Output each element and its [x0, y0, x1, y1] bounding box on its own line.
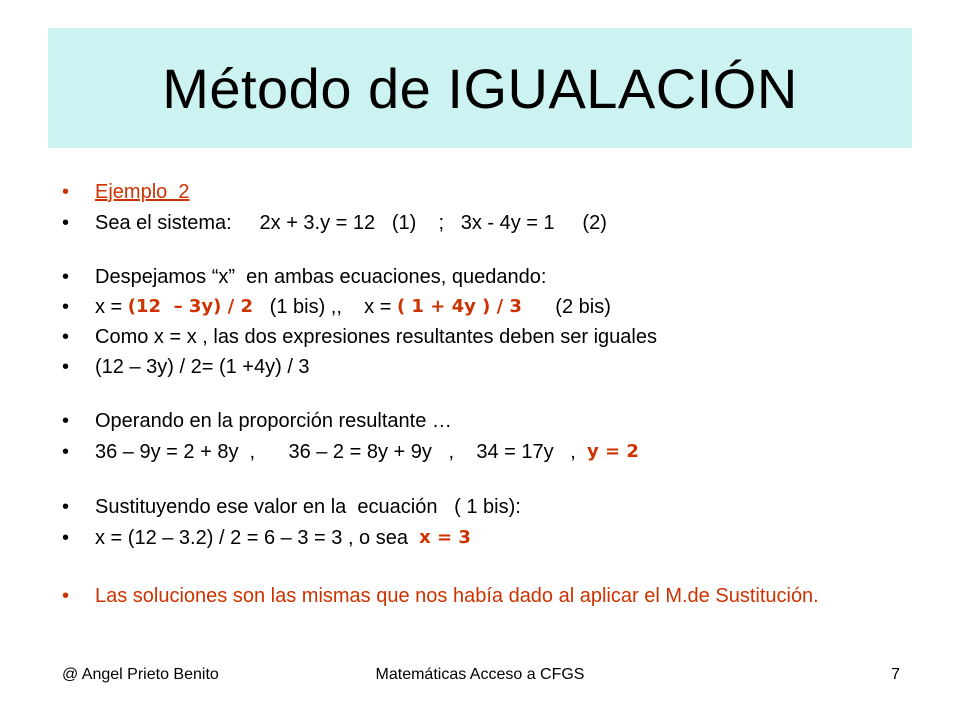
sustituyendo-text: Sustituyendo ese valor en la ecuación ( 1 bis): — [95, 496, 521, 518]
slide-title: Método de IGUALACIÓN — [162, 56, 798, 120]
bullet: • — [62, 585, 70, 607]
example-heading: Ejemplo 2 — [95, 181, 190, 203]
result-x: x = 3 — [419, 527, 471, 548]
bullet: • — [62, 527, 70, 549]
bullet: • — [62, 296, 70, 318]
line-steps — [62, 441, 639, 463]
footer-page-number: 7 — [891, 666, 900, 683]
line-conclusion — [62, 585, 855, 607]
solved-x-c: (1 bis) ,, x = — [253, 296, 397, 318]
line-sustituyendo — [62, 496, 521, 518]
bullet: • — [62, 181, 70, 203]
line-solved-x — [62, 296, 611, 318]
expr-1bis: (12 – 3y) / 2 — [127, 296, 253, 317]
footer-author: @ Angel Prieto Benito — [62, 666, 219, 683]
line-x-result — [62, 527, 471, 549]
result-y: y = 2 — [586, 441, 639, 462]
footer-course: Matemáticas Acceso a CFGS — [375, 666, 585, 683]
x-calc-text: x = (12 – 3.2) / 2 = 6 – 3 = 3 , o sea — [95, 527, 420, 549]
solved-x-e: (2 bis) — [521, 296, 611, 318]
bullet: • — [62, 326, 70, 348]
operando-text: Operando en la proporción resultante … — [95, 410, 452, 432]
bullet: • — [62, 266, 70, 288]
line-system — [62, 212, 607, 234]
steps-text: 36 – 9y = 2 + 8y , 36 – 2 = 8y + 9y , 34 = 17y , — [95, 441, 587, 463]
como-text: Como x = x , las dos expresiones resultantes deben ser iguales — [95, 326, 657, 348]
line-despejamos — [62, 266, 546, 288]
line-operando — [62, 410, 452, 432]
line-example — [62, 181, 190, 203]
solved-x-a: x = — [95, 296, 128, 318]
bullet: • — [62, 441, 70, 463]
system-text: Sea el sistema: 2x + 3.y = 12 (1) ; 3x - 4y = 1 (2) — [95, 212, 607, 234]
conclusion-text: Las soluciones son las mismas que nos había dado al aplicar el M.de Sustitución. — [95, 585, 819, 607]
line-equation — [62, 356, 310, 378]
title-banner — [48, 28, 912, 148]
bullet: • — [62, 496, 70, 518]
line-como — [62, 326, 657, 348]
bullet: • — [62, 356, 70, 378]
expr-2bis: ( 1 + 4y ) / 3 — [396, 296, 522, 317]
equation-text: (12 – 3y) / 2= (1 +4y) / 3 — [95, 356, 310, 378]
bullet: • — [62, 212, 70, 234]
despejamos-text: Despejamos “x” en ambas ecuaciones, quedando: — [95, 266, 547, 288]
bullet: • — [62, 410, 70, 432]
